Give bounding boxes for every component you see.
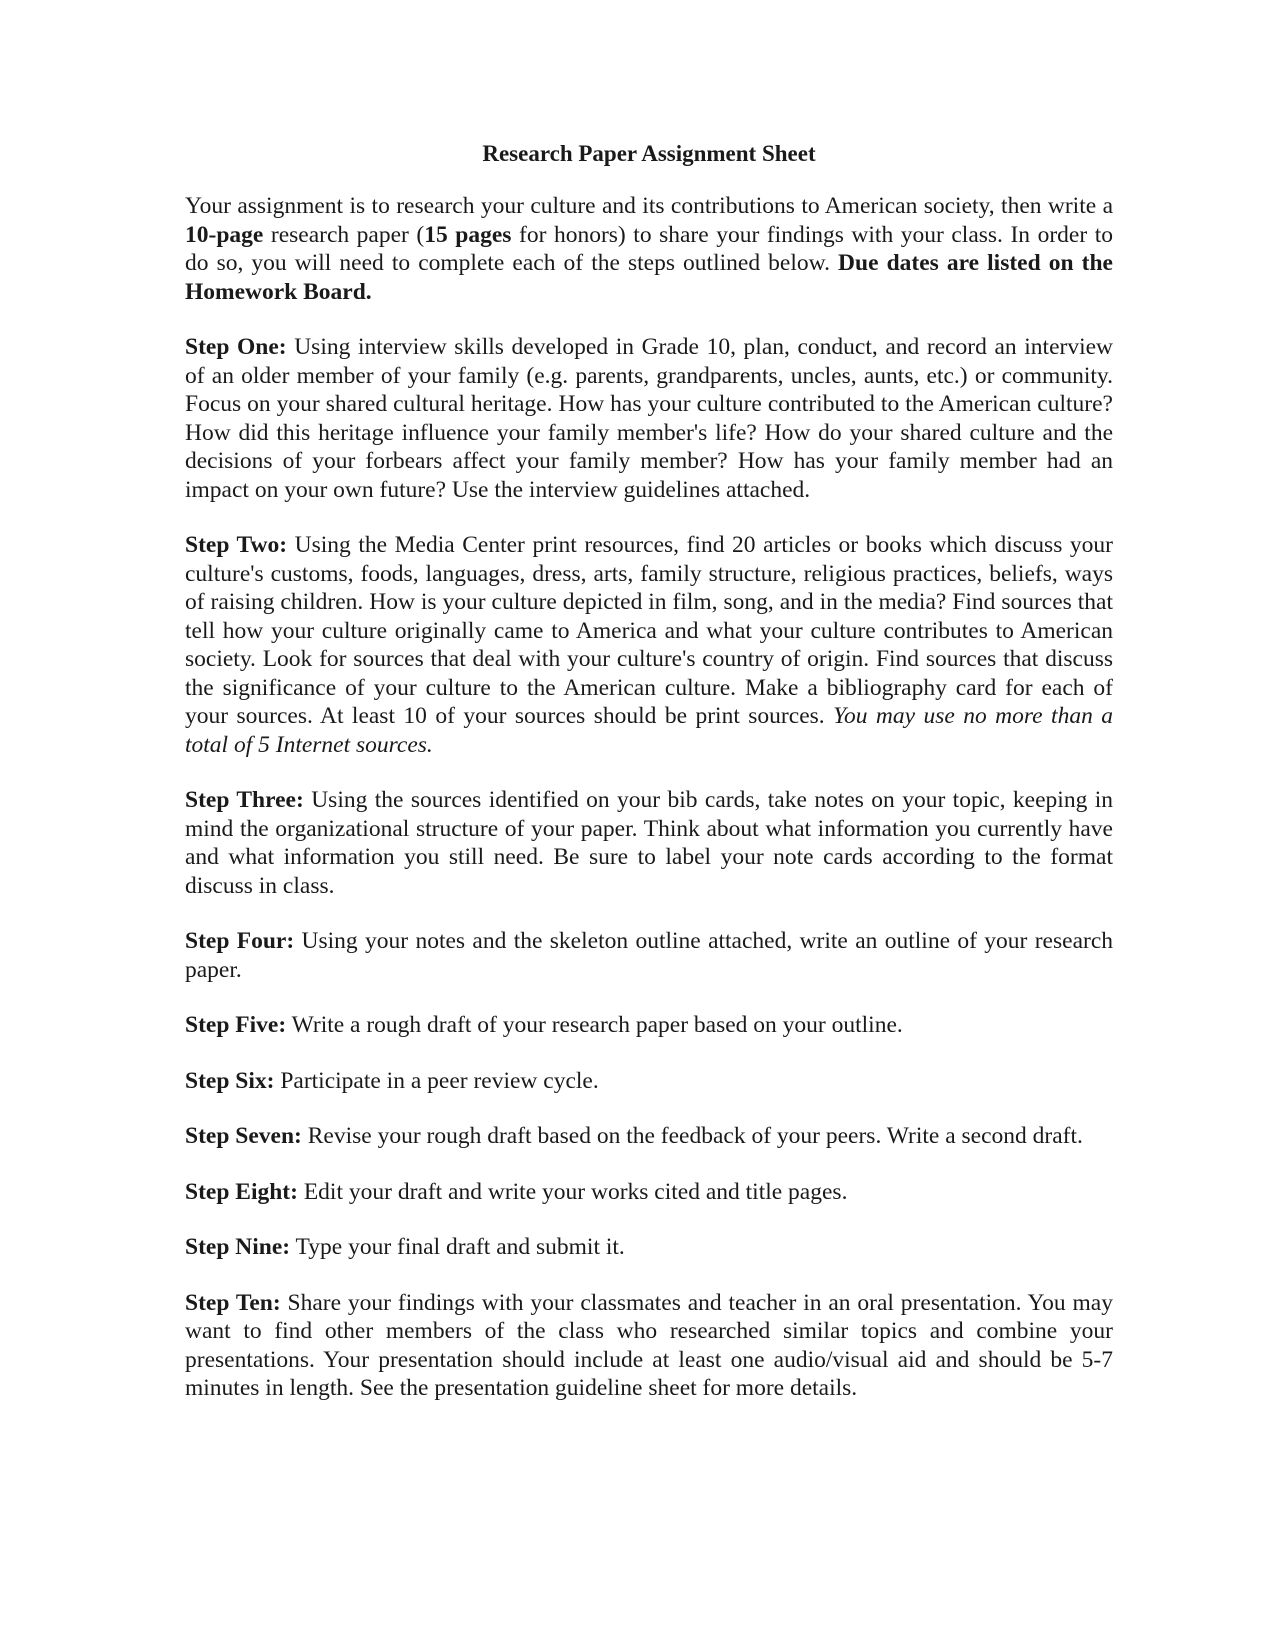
step-text: Using interview skills developed in Grade 10, plan, conduct, and record an interview of an older member of your family (e.g. parents, grandparents, uncles, aunts, etc.) or community. Focus on your shared cultural heritage. How has your culture contributed to the American culture? How did this heritage influence your family member's life? How do your shared culture and the decisions of your forbears affect your family member? How has your family member had an impact on your own future? Use the interview guidelines attached. <box>185 334 1114 503</box>
step-label: Step Two: <box>185 532 288 558</box>
intro-paragraph <box>185 192 1113 306</box>
due-dates-note: Due dates are listed on the Homework Board. <box>185 250 1113 305</box>
step-label: Step Six: <box>185 1067 275 1094</box>
step-seven <box>185 1122 1113 1151</box>
step-text: Write a rough draft of your research paper based on your outline. <box>286 1012 903 1038</box>
step-text: Revise your rough draft based on the feedback of your peers. Write a second draft. <box>301 1123 1083 1149</box>
step-text: Participate in a peer review cycle. <box>274 1067 599 1094</box>
intro-text: for honors) to share your findings with your class. In order to do so, you will need to complete each of the steps outlined below. <box>185 221 1114 276</box>
step-eight <box>185 1178 1113 1207</box>
step-label: Step Three: <box>185 787 304 813</box>
intro-text: research paper ( <box>263 221 425 248</box>
step-four <box>185 927 1113 984</box>
internet-sources-note: You may use no more than a total of 5 Internet sources. <box>185 703 1113 758</box>
step-text: Using the sources identified on your bib cards, take notes on your topic, keeping in mind the organizational structure of your paper. Think about what information you currently have and what information you still need. Be sure to label your note cards according to the format discuss in class. <box>185 787 1113 899</box>
step-three <box>185 786 1113 900</box>
step-two <box>185 531 1113 759</box>
step-label: Step One: <box>185 334 287 360</box>
step-text: Share your findings with your classmates and teacher in an oral presentation. You may want to find other members of the class who researched similar topics and combine your presentations. Your presentation should include at least one audio/visual aid and should be 5-7 minutes in length. See the presentation guideline sheet for more details. <box>185 1289 1113 1401</box>
step-label: Step Eight: <box>185 1178 298 1205</box>
step-text: Using your notes and the skeleton outline attached, write an outline of your research paper. <box>185 928 1114 983</box>
document-page <box>185 140 1113 1403</box>
step-label: Step Ten: <box>185 1289 281 1316</box>
step-six <box>185 1067 1113 1096</box>
intro-text: Your assignment is to research your culture and its contributions to American society, then write a <box>185 193 1113 219</box>
step-five <box>185 1011 1113 1040</box>
step-text: Type your final draft and submit it. <box>290 1234 625 1260</box>
step-label: Step Seven: <box>185 1123 302 1149</box>
page-count-emphasis: 10-page <box>185 221 264 248</box>
step-label: Step Four: <box>185 928 295 954</box>
step-one <box>185 333 1113 504</box>
step-label: Step Nine: <box>185 1234 291 1260</box>
honors-page-count-emphasis: 15 pages <box>424 221 512 248</box>
step-label: Step Five: <box>185 1012 287 1038</box>
page-title: Research Paper Assignment Sheet <box>482 141 816 166</box>
step-ten <box>185 1289 1113 1403</box>
step-text: Using the Media Center print resources, find 20 articles or books which discuss your culture's customs, foods, languages, dress, arts, family structure, religious practices, beliefs, ways of raising children. How is your culture depicted in film, song, and in the media? Find sources that tell how your culture originally came to America and what your culture contributes to American society. Look for sources that deal with your culture's country of origin. Find sources that discuss the significance of your culture to the American culture. Make a bibliography card for each of your sources. At least 10 of your sources should be print sources. <box>185 532 1113 729</box>
step-text: Edit your draft and write your works cited and title pages. <box>297 1178 848 1205</box>
step-nine <box>185 1233 1113 1262</box>
